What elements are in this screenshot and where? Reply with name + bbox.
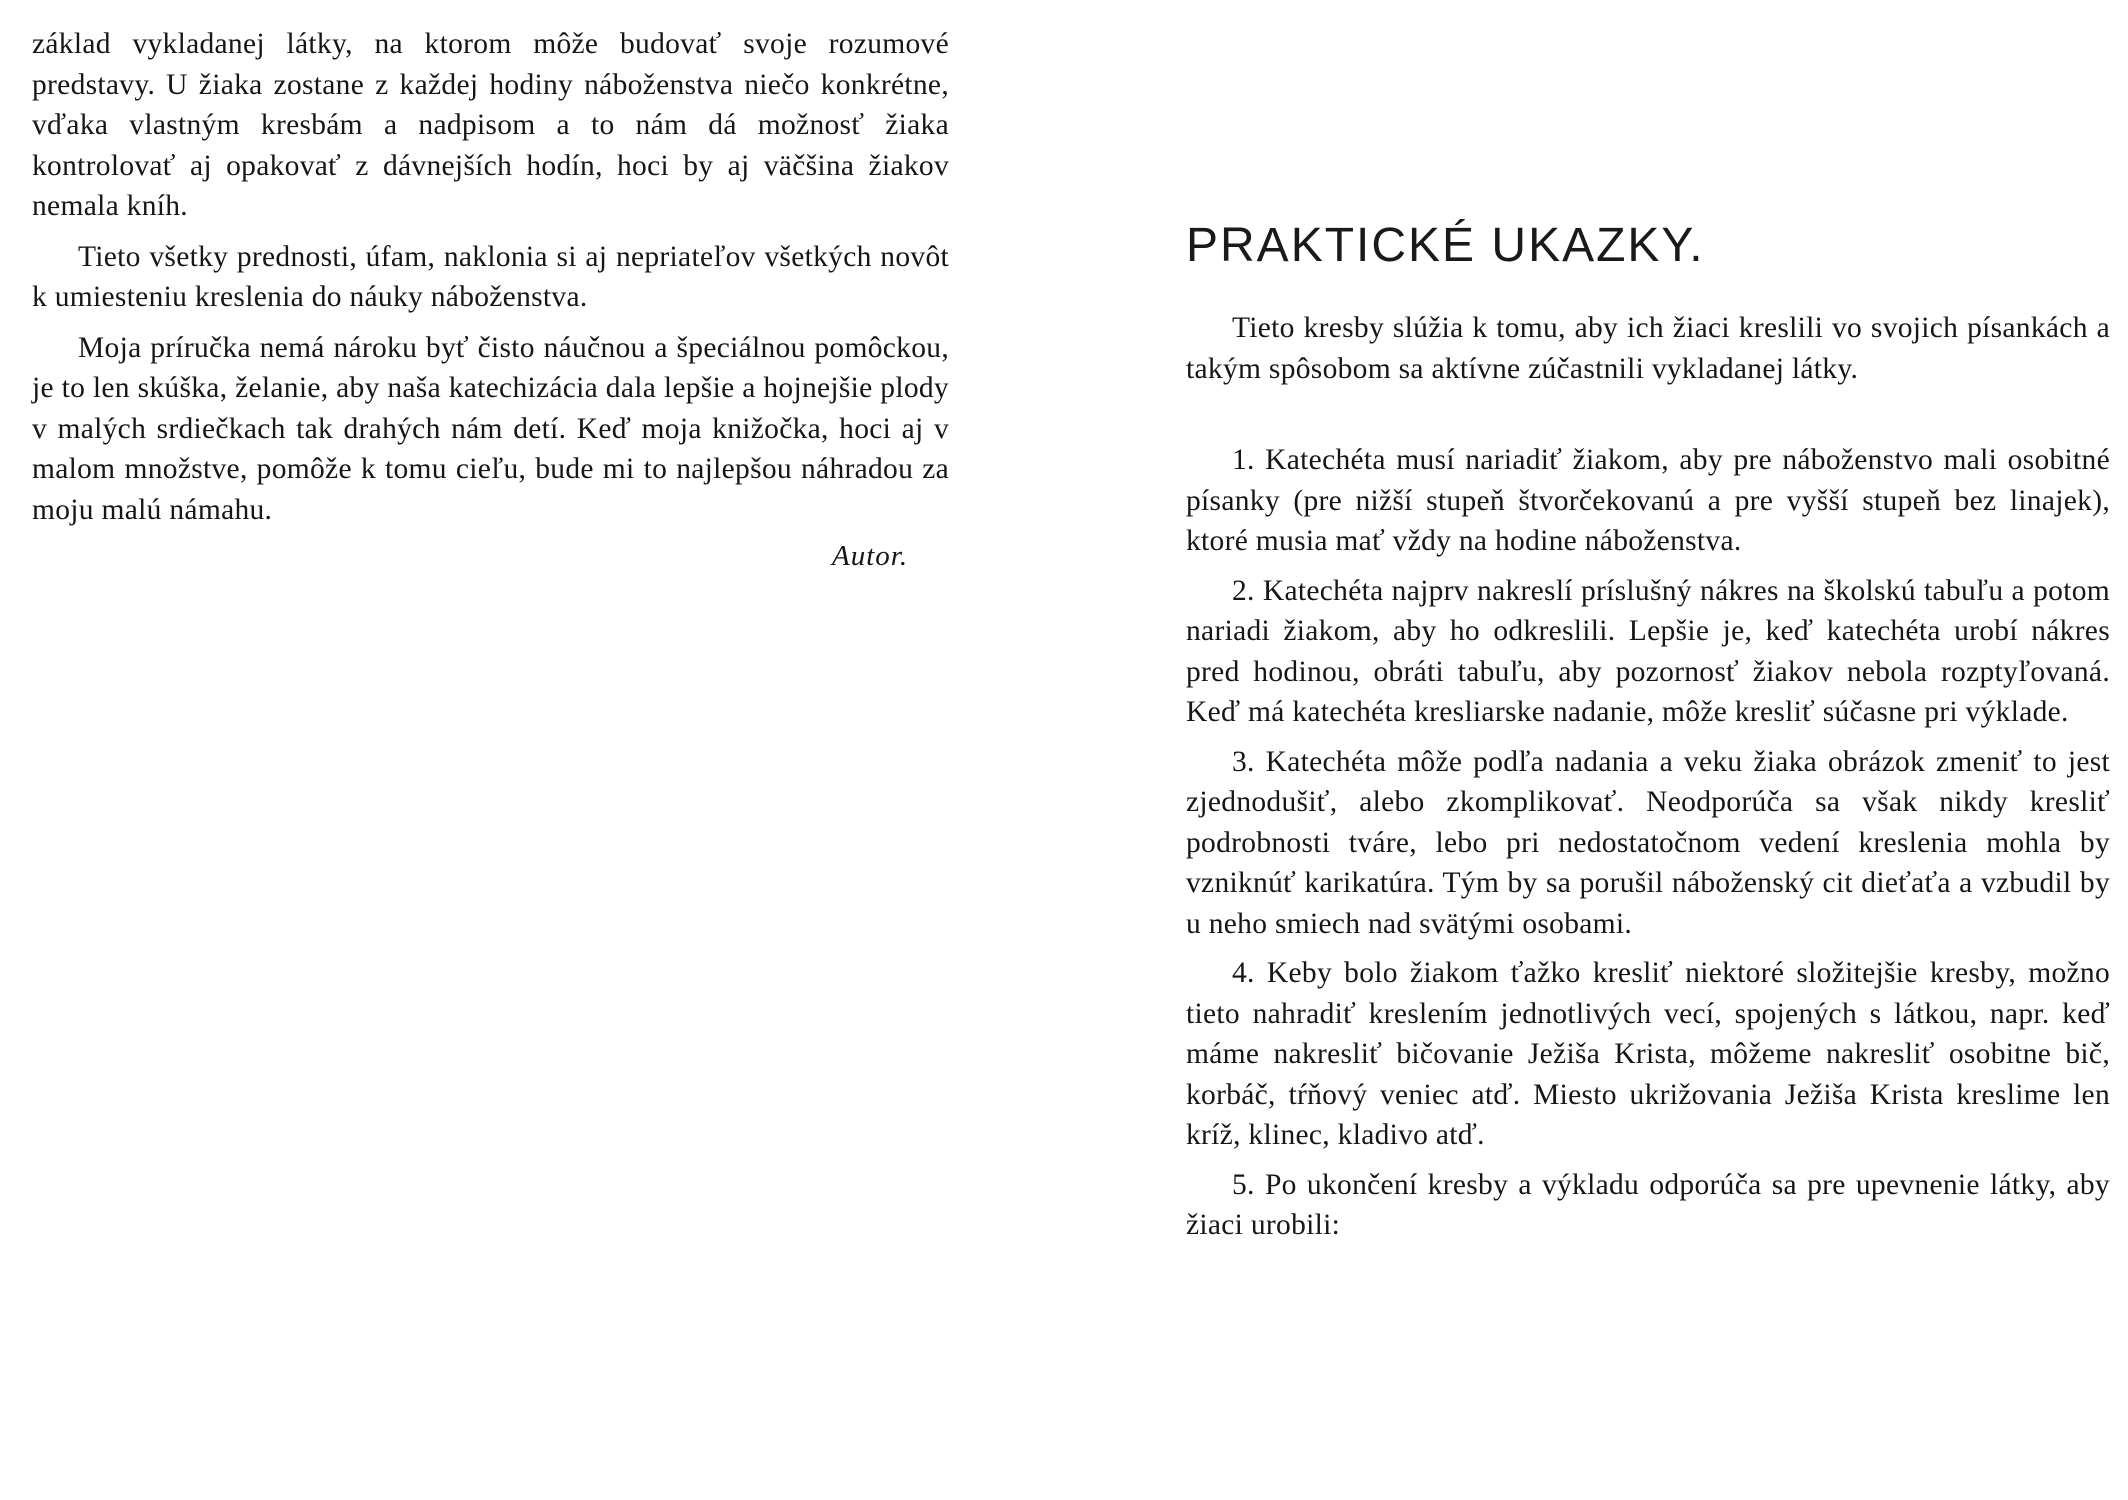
instructions-list [1186, 440, 2110, 1255]
author-signature: Autor. [832, 540, 909, 572]
list-item: 2. Katechéta najprv nakreslí príslušný nákres na školskú tabuľu a potom nariadi žiakom, aby ho odkreslili. Lepšie je, keď katechéta urobí nákres pred hodinou, obráti tabuľu, aby pozornosť žiakov nebola rozptyľovaná. Keď má katechéta kresliarske nadanie, môže kresliť súčasne pri výklade. [1186, 574, 2110, 728]
intro-paragraph: Tieto kresby slúžia k tomu, aby ich žiaci kreslili vo svojich písankách a takým spôsobom sa aktívne zúčastnili vykladanej látky. [1186, 312, 2110, 385]
left-paragraph-2: Tieto všetky prednosti, úfam, naklonia si aj nepriateľov všetkých novôt k umiesteniu kreslenia do náuky náboženstva. [32, 240, 949, 313]
intro-block [1186, 308, 2110, 399]
section-title: PRAKTICKÉ UKAZKY. [1186, 219, 1705, 272]
list-item: 3. Katechéta môže podľa nadania a veku žiaka obrázok zmeniť to jest zjednodušiť, alebo zkomplikovať. Neodporúča sa však nikdy kresliť podrobnosti tváre, lebo pri nedostatočnom vedení kreslenia mohla by vzniknúť karikatúra. Tým by sa porušil náboženský cit dieťaťa a vzbudil by u neho smiech nad svätými osobami. [1186, 745, 2110, 940]
left-page-text-column [32, 24, 949, 540]
list-item: 4. Keby bolo žiakom ťažko kresliť niektoré složitejšie kresby, možno tieto nahradiť kreslením jednotlivých vecí, spojených s látkou, napr. keď máme nakresliť bičovanie Ježiša Krista, môžeme nakresliť osobitne bič, korbáč, tŕňový veniec atď. Miesto ukrižovania Ježiša Krista kreslime len kríž, klinec, kladivo atď. [1186, 957, 2110, 1151]
left-paragraph-3: Moja príručka nemá nároku byť čisto náučnou a špeciálnou pomôckou, je to len skúška, želanie, aby naša katechizácia dala lepšie a hojnejšie plody v malých srdiečkach tak drahých nám detí. Keď moja knižočka, hoci aj v malom množstve, pomôže k tomu cieľu, bude mi to najlepšou náhradou za moju malú námahu. [32, 331, 949, 526]
list-item: 1. Katechéta musí nariadiť žiakom, aby pre náboženstvo mali osobitné písanky (pre nižší stupeň štvorčekovanú a pre vyšší stupeň bez linajek), ktoré musia mať vždy na hodine náboženstva. [1186, 444, 2110, 557]
list-item: 5. Po ukončení kresby a výkladu odporúča sa pre upevnenie látky, aby žiaci urobili: [1186, 1168, 2110, 1241]
left-paragraph-1: základ vykladanej látky, na ktorom môže budovať svoje rozumové predstavy. U žiaka zostane z každej hodiny náboženstva niečo konkrétne, vďaka vlastným kresbám a nadpisom a to nám dá možnosť žiaka kontrolovať aj opakovať z dávnejších hodín, hoci by aj väčšina žiakov nemala kníh. [32, 28, 949, 222]
